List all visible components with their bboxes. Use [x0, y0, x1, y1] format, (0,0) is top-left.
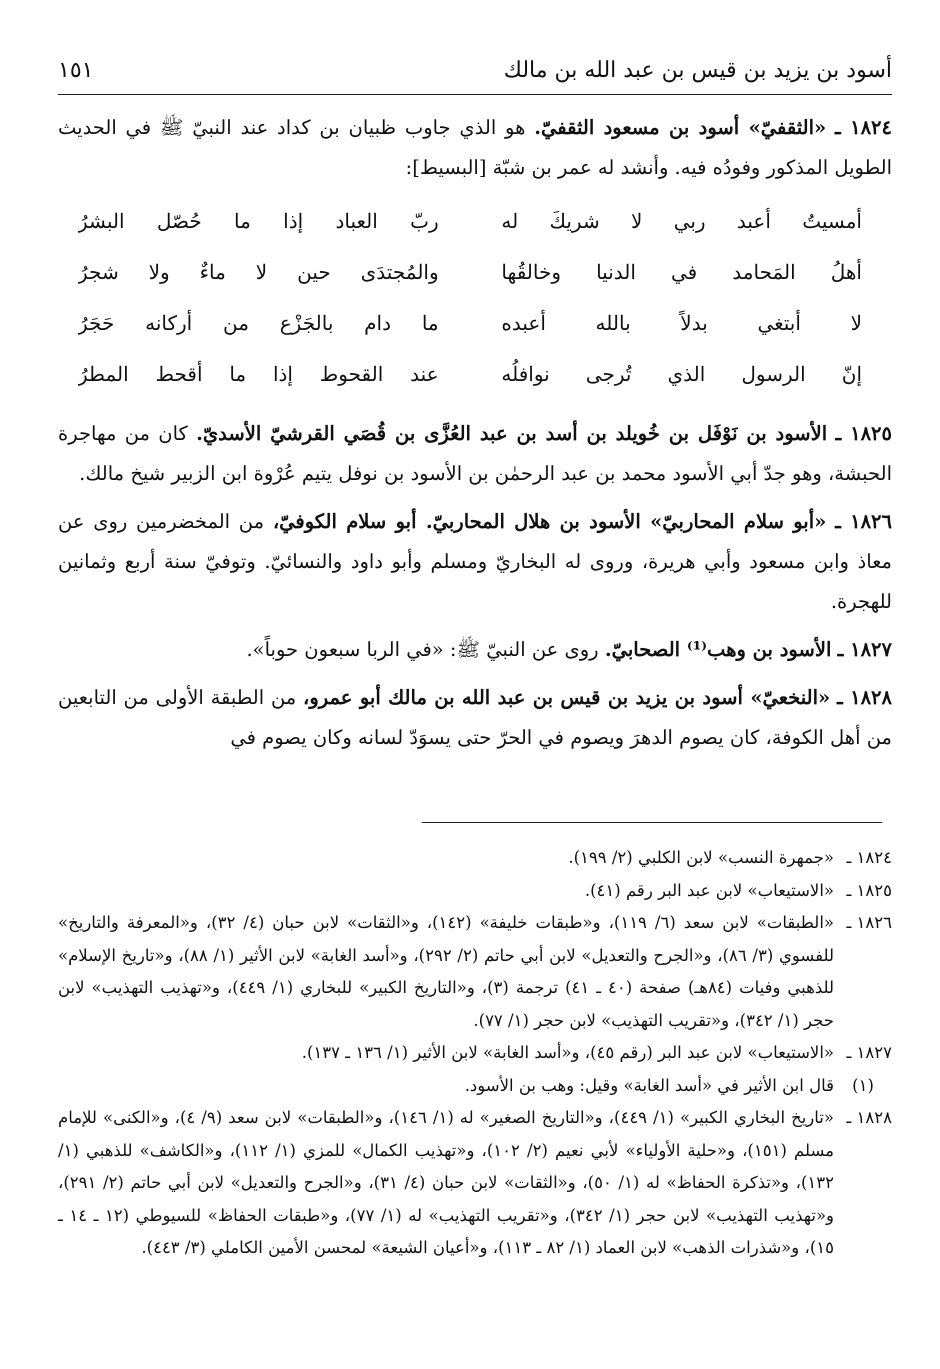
footnote: [58, 1037, 892, 1070]
poem-hemistich-second: والمُجتدَى حين لا ماءٌ ولا شجرُ: [78, 260, 439, 284]
poem-verse: [78, 196, 862, 247]
poem-hemistich-second: ما دام بالجَزْع من أركانه حَجَرُ: [78, 311, 439, 335]
entry-heading: «الثقفيّ» أسود بن مسعود الثقفيّ.: [534, 116, 827, 139]
entry-text: من المخضرمين روى عن معاذ وابن مسعود وأبي هريرة، وروى له البخاريّ ومسلم وأبو داود والنسائيّ. وتوفيّ سنة أربع وثمانين للهجرة.: [58, 510, 892, 613]
footnote-label: ١٨٢٤ ـ: [846, 848, 892, 867]
poem-hemistich-first: إنّ الرسول الذي تُرجى نوافلُه: [501, 362, 862, 386]
footnote-text: «جمهرة النسب» لابن الكلبي (٢/ ١٩٩).: [568, 848, 834, 867]
entry-heading: الأسود بن نَوْفَل بن خُويلد بن أسد بن عبد العُزَّى بن قُصَي القرشيّ الأسديّ.: [196, 422, 828, 445]
footnote-text: قال ابن الأثير في «أسد الغابة» وقيل: وهب بن الأسود.: [464, 1075, 834, 1095]
entry-1824: [58, 108, 892, 188]
poem-hemistich-first: أهلُ المَحامد في الدنيا وخالقُها: [501, 260, 862, 284]
footnotes: [58, 842, 892, 1265]
poem-verse: [78, 349, 862, 400]
poem-hemistich-second: ربّ العباد إذا ما حُصّل البشرُ: [78, 209, 439, 233]
entry-number: ١٨٢٥ ـ: [835, 422, 892, 445]
poem: [58, 196, 892, 400]
poem-verse: [78, 247, 862, 298]
footnote-text: «تاريخ البخاري الكبير» (١/ ٤٤٩)، و«التاريخ الصغير» له (١/ ١٤٦)، و«الطبقات» لابن سعد (٩/ ٤)، و«الكنى» للإمام مسلم (١٥١)، و«حلية الأولياء» لأبي نعيم (٢/ ١٠٢)، و«تهذيب الكمال» للمزي (١/ ١١٢)، و«الكاشف» للذهبي (١/ ١٣٢)، و«تذكرة الحفاظ» له (١/ ٥٠)، و«الثقات» لابن حبان (٤/ ٣١)، و«الجرح والتعديل» لابن أبي حاتم (٢/ ٢٩١)، و«تهذيب التهذيب» لابن حجر (١/ ٣٤٢)، و«تقريب التهذيب» له (١/ ٧٧)، و«طبقات الحفاظ» للسيوطي (١٢ ـ ١٤ ـ ١٥)، و«شذرات الذهب» لابن العماد (١/ ٨٢ ـ ١١٣)، و«أعيان الشيعة» لمحسن الأمين الكاملي (٣/ ٤٤٣).: [58, 1108, 835, 1257]
entry-number: ١٨٢٧ ـ: [837, 638, 892, 661]
footnote: [58, 907, 892, 1037]
running-title: أسود بن يزيد بن قيس بن عبد الله بن مالك: [503, 57, 892, 83]
entry-number: ١٨٢٦ ـ: [835, 510, 893, 533]
entry-heading: الأسود بن وهب⁽¹⁾ الصحابيّ.: [604, 638, 832, 661]
entry-heading: «أبو سلام المحاربيّ» الأسود بن هلال المحاربيّ. أبو سلام الكوفيّ،: [272, 510, 827, 533]
footnote-text: «الاستيعاب» لابن عبد البر رقم (٤١).: [584, 880, 834, 900]
page-number: ١٥١: [58, 57, 94, 83]
entry-text: روى عن النبيّ ﷺ: «في الربا سبعون حوباً».: [246, 638, 599, 661]
entry-1826: [58, 502, 892, 622]
footnote-label: ١٨٢٨ ـ: [846, 1108, 892, 1127]
footnote-separator: [422, 822, 882, 823]
footnote-text: «الاستيعاب» لابن عبد البر (رقم ٤٥)، و«أسد الغابة» لابن الأثير (١/ ١٣٦ ـ ١٣٧).: [301, 1043, 834, 1062]
header-rule: [58, 94, 892, 95]
main-text: [58, 108, 892, 766]
entry-text: من الطبقة الأولى من التابعين من أهل الكوفة، كان يصوم الدهرَ ويصوم في الحرّ حتى يسوَدّ لسانه وكان يصوم في: [58, 686, 892, 749]
entry-heading: «النخعيّ» أسود بن يزيد بن قيس بن عبد الله بن مالك أبو عمرو،: [303, 686, 831, 709]
footnote-label: (١): [852, 1075, 874, 1095]
footnote-label: ١٨٢٥ ـ: [846, 880, 892, 900]
footnote: [58, 1070, 892, 1103]
entry-1827: [58, 630, 892, 670]
running-header: [58, 50, 892, 90]
entry-number: ١٨٢٤ ـ: [834, 116, 892, 139]
footnote-label: ١٨٢٧ ـ: [846, 1043, 892, 1062]
entry-number: ١٨٢٨ ـ: [837, 686, 893, 709]
poem-hemistich-second: عند القحوط إذا ما أقحط المطرُ: [78, 362, 439, 386]
footnote: [58, 1102, 892, 1265]
footnote-label: ١٨٢٦ ـ: [846, 913, 892, 932]
poem-hemistich-first: أمسيتُ أعبد ربي لا شريكَ له: [501, 209, 862, 233]
entry-text: كان من مهاجرة الحبشة، وهو جدّ أبي الأسود محمد بن عبد الرحمٰن بن الأسود بن نوفل يتيم عُرْوة ابن الزبير شيخ مالك.: [58, 422, 892, 485]
poem-hemistich-first: لا أبتغي بدلاً بالله أعبده: [501, 311, 862, 335]
footnote: [58, 875, 892, 908]
entry-1828: [58, 678, 892, 758]
entry-text: هو الذي جاوب ظبيان بن كداد عند النبيّ ﷺ في الحديث الطويل المذكور وفودُه فيه. وأنشد له عمر بن شبّة [البسيط]:: [58, 116, 892, 179]
entry-1825: [58, 414, 892, 494]
poem-verse: [78, 298, 862, 349]
footnote: [58, 842, 892, 875]
footnote-text: «الطبقات» لابن سعد (٦/ ١١٩)، و«طبقات خليفة» (١٤٢)، و«الثقات» لابن حبان (٤/ ٣٢)، و«المعرفة والتاريخ» للفسوي (٣/ ٨٦)، و«الجرح والتعديل» لابن أبي حاتم (٢/ ٢٩٢)، و«أسد الغابة» لابن الأثير (١/ ٨٨)، و«تاريخ الإسلام» للذهبي وفيات (٨٤هـ) صفحة (٤٠ ـ ٤١) ترجمة (٣)، و«التاريخ الكبير» للبخاري (١/ ٤٤٩)، و«تهذيب التهذيب» لابن حجر (١/ ٣٤٢)، و«تقريب التهذيب» لابن حجر (١/ ٧٧).: [58, 913, 835, 1030]
